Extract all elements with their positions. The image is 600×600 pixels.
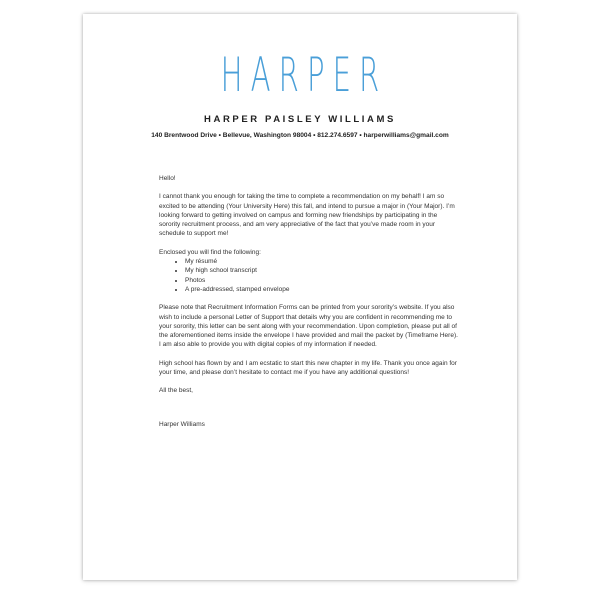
enclosed-intro: Enclosed you will find the following: <box>159 248 261 256</box>
paragraph-instructions: Please note that Recruitment Information Forms can be printed from your sorority’s website. If you also wish to include a personal Letter of Support that details why you are confident in recommending me to your sorority, this letter can be sent along with your recommendation. Upon completion, please put all of the aforementioned items inside the envelope I have provided and mail the packet by (Timeframe Here). I am also able to provide you with digital copies of my information if needed. <box>159 304 458 349</box>
list-item: • My résumé <box>185 257 459 266</box>
enclosure-list <box>159 257 459 294</box>
closing: All the best, <box>159 387 193 395</box>
monogram-name: HARPER <box>220 48 388 103</box>
paragraph-thanks: High school has flown by and I am ecstatic to start this new chapter in my life. Thank you once again for your time, and please don’t hesitate to contact me if you have any additional questions! <box>159 359 457 377</box>
signature: Harper Williams <box>159 420 205 428</box>
paragraph-intro: I cannot thank you enough for taking the time to complete a recommendation on my behalf! I am so excited to be attending (Your University Here) this fall, and intend to pursue a major in (Your Major). I’m looking forward to getting involved on campus and forming new friendships by participating in the sorority recruitment process, and am very appreciative of the fact that you’ve made room in your schedule to support me! <box>159 193 455 238</box>
letter-page <box>83 14 517 580</box>
contact-line: 140 Brentwood Drive • Bellevue, Washington 98004 • 812.274.6597 • harperwilliams@gmail.com <box>151 132 449 139</box>
list-item: • Photos <box>185 276 459 285</box>
greeting: Hello! <box>159 175 176 182</box>
list-item: • My high school transcript <box>185 266 459 275</box>
full-name: HARPER PAISLEY WILLIAMS <box>204 114 396 125</box>
list-item: • A pre-addressed, stamped envelope <box>185 285 459 294</box>
letter-body <box>159 174 459 429</box>
